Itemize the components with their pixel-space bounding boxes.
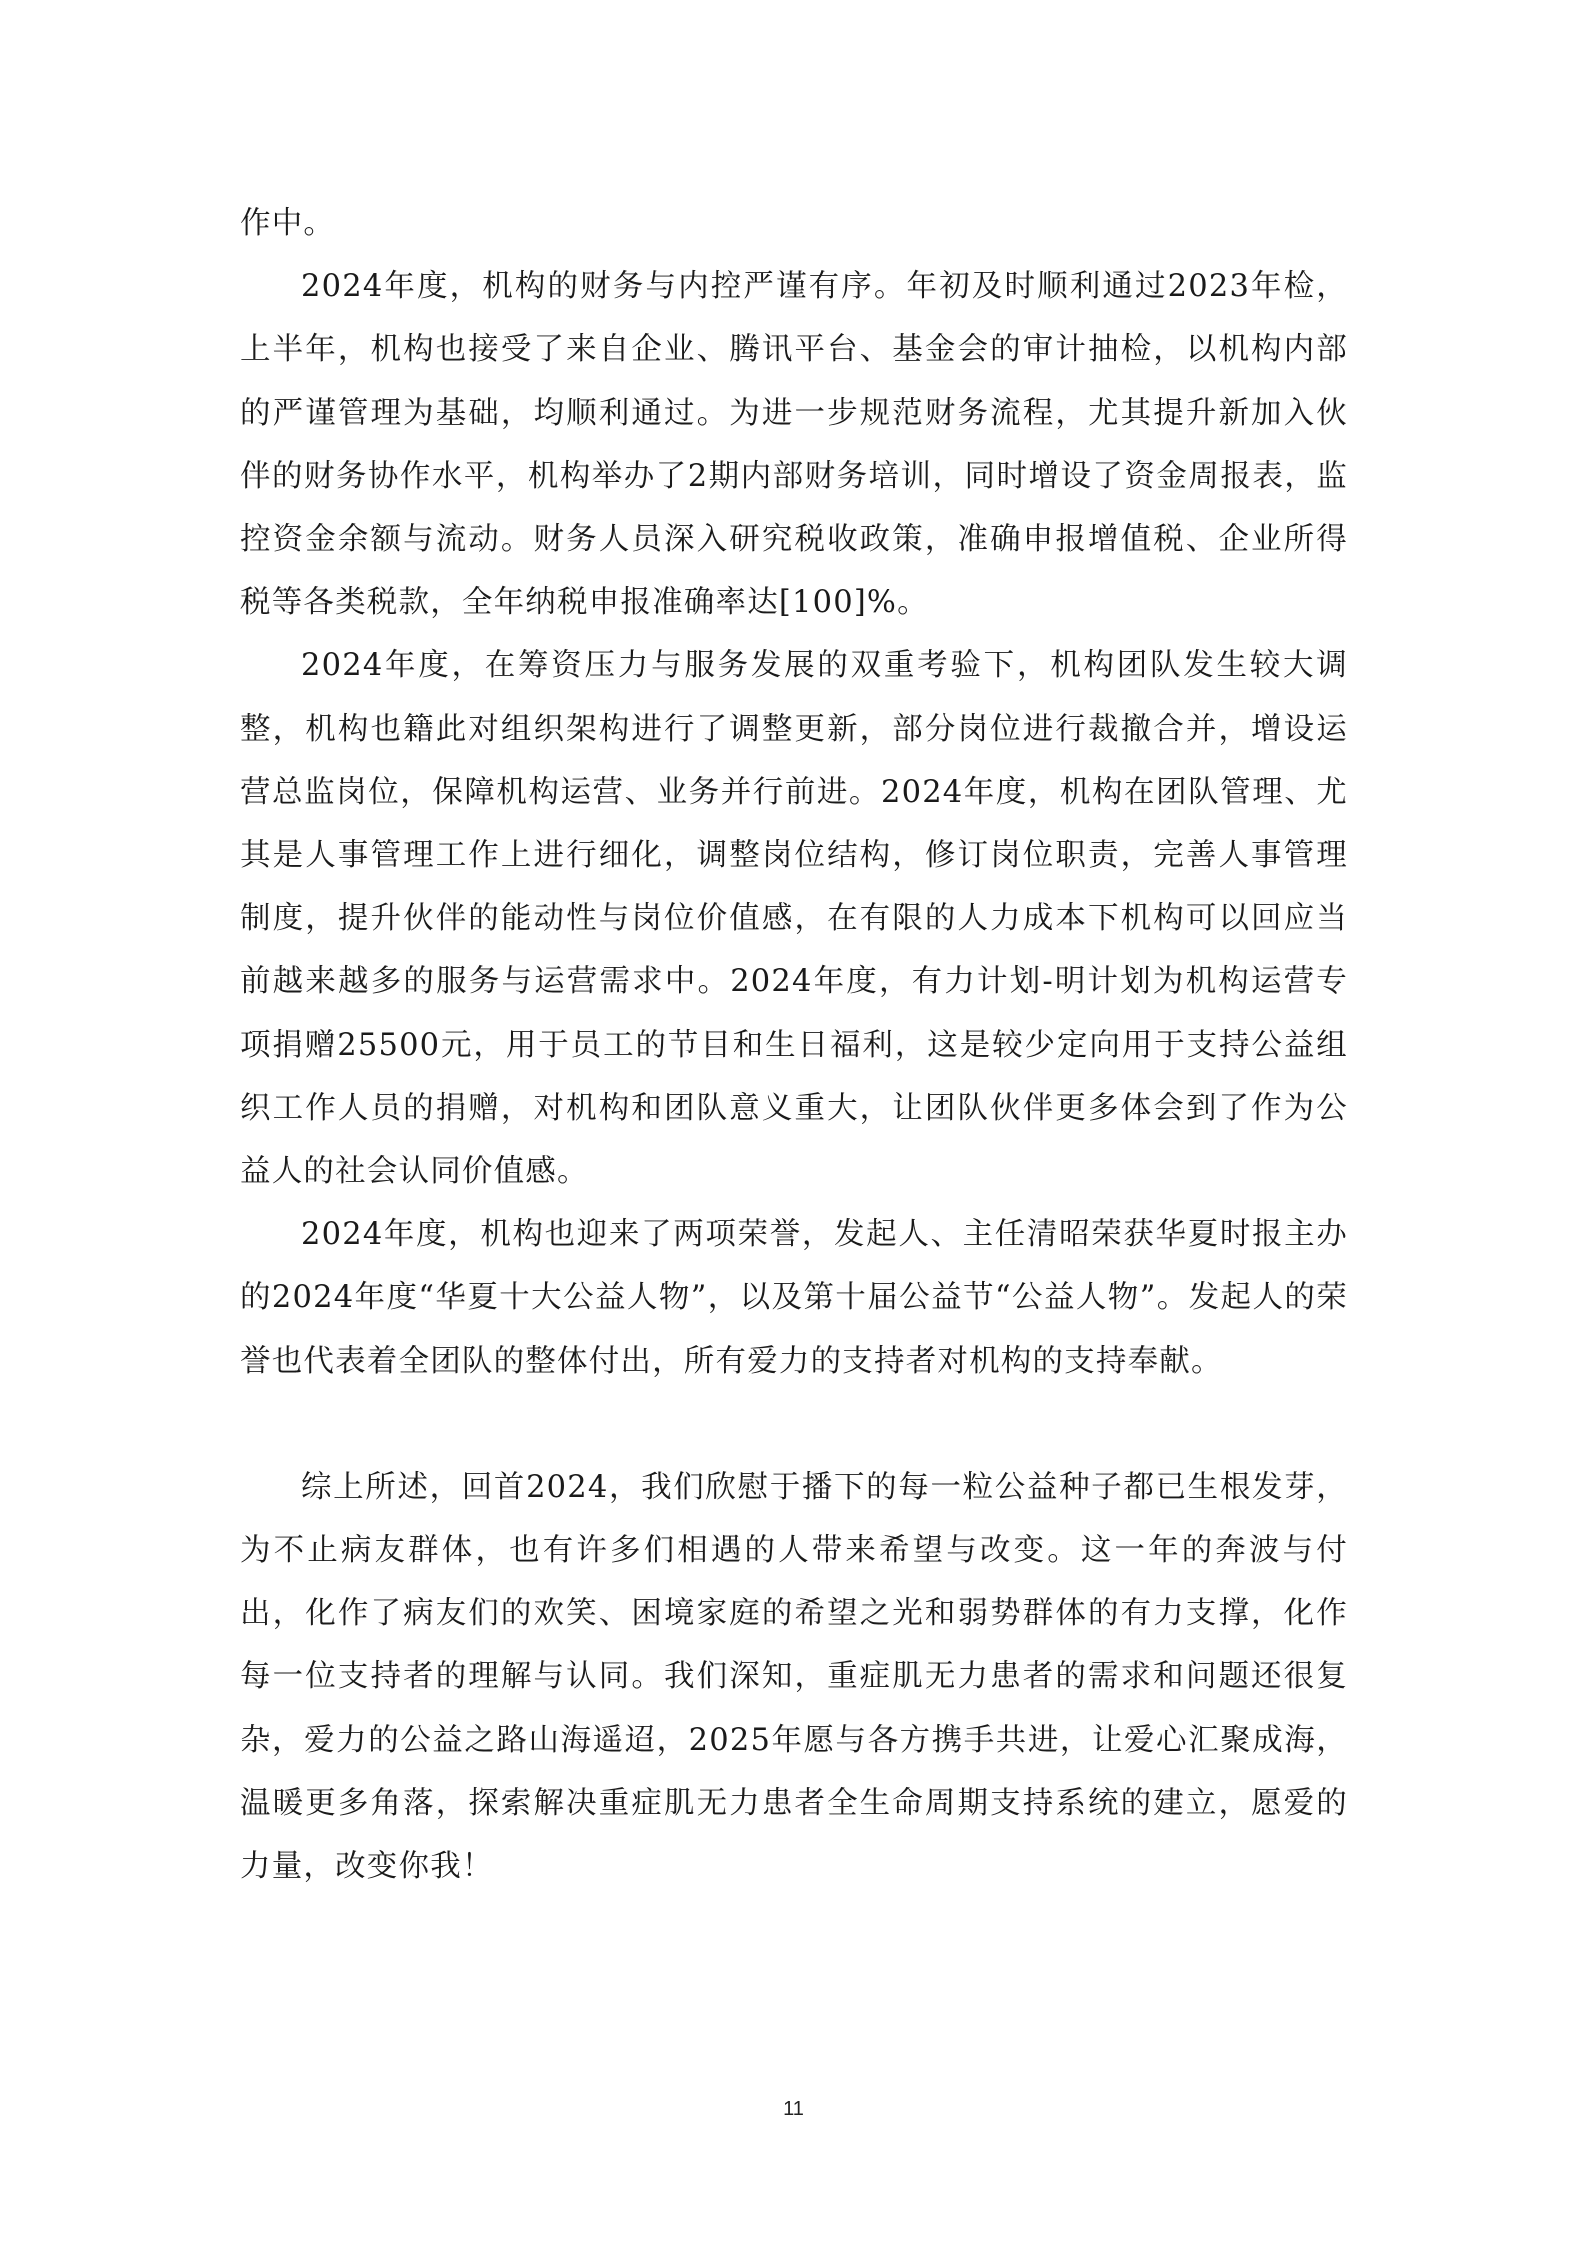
paragraph-honors: 2024年度，机构也迎来了两项荣誉，发起人、主任清昭荣获华夏时报主办的2024年度“华夏十大公益人物”，以及第十届公益节“公益人物”。发起人的荣誉也代表着全团队的整体付出，所有爱力的支持者对机构的支持奉献。 (240, 1217, 1348, 1379)
paragraph-summary: 综上所述，回首2024，我们欣慰于播下的每一粒公益种子都已生根发芽，为不止病友群体，也有许多们相遇的人带来希望与改变。这一年的奔波与付出，化作了病友们的欢笑、困境家庭的希望之光和弱势群体的有力支撑，化作每一位支持者的理解与认同。我们深知，重症肌无力患者的需求和问题还很复杂，爱力的公益之路山海遥迢，2025年愿与各方携手共进，让爱心汇聚成海，温暖更多角落，探索解决重症肌无力患者全生命周期支持系统的建立，愿爱的力量，改变你我！ (240, 1469, 1348, 1885)
paragraph-team: 2024年度，在筹资压力与服务发展的双重考验下，机构团队发生较大调整，机构也籍此对组织架构进行了调整更新，部分岗位进行裁撤合并，增设运营总监岗位，保障机构运营、业务并行前进。2024年度，机构在团队管理、尤其是人事管理工作上进行细化，调整岗位结构，修订岗位职责，完善人事管理制度，提升伙伴的能动性与岗位价值感，在有限的人力成本下机构可以回应当前越来越多的服务与运营需求中。2024年度，有力计划-明计划为机构运营专项捐赠25500元，用于员工的节目和生日福利，这是较少定向用于支持公益组织工作人员的捐赠，对机构和团队意义重大，让团队伙伴更多体会到了作为公益人的社会认同价值感。 (240, 648, 1348, 1190)
body-text (240, 192, 1348, 1898)
paragraph-finance: 2024年度，机构的财务与内控严谨有序。年初及时顺利通过2023年检，上半年，机构也接受了来自企业、腾讯平台、基金会的审计抽检，以机构内部的严谨管理为基础，均顺利通过。为进一步规范财务流程，尤其提升新加入伙伴的财务协作水平，机构举办了2期内部财务培训，同时增设了资金周报表，监控资金余额与流动。财务人员深入研究税收政策，准确申报增值税、企业所得税等各类税款，全年纳税申报准确率达[100]%。 (240, 269, 1348, 621)
page-number: 11 (783, 2098, 804, 2120)
paragraph-continued: 作中。 (240, 206, 336, 241)
